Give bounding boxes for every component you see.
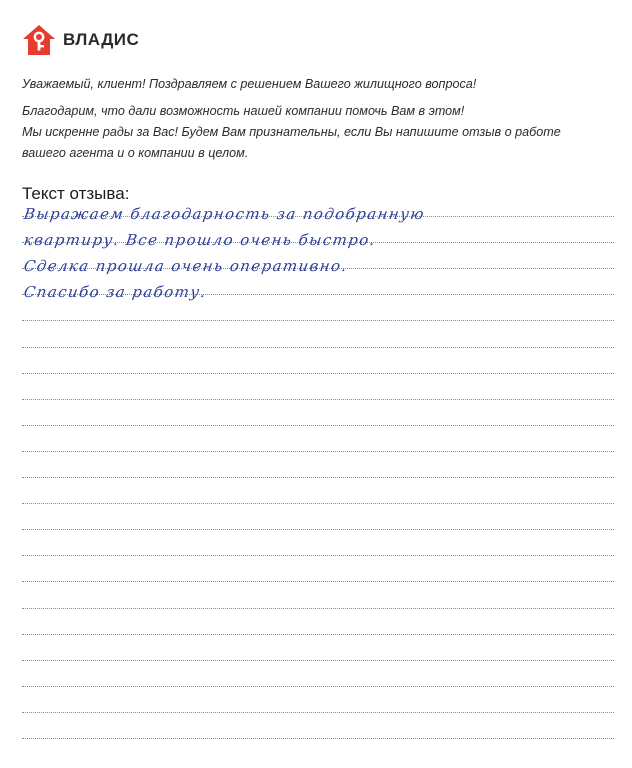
review-title: Текст отзыва: [22,184,130,203]
ruled-line [22,425,614,426]
ruled-line [22,712,614,713]
request-line: Мы искренне рады за Вас! Будем Вам признательны, если Вы напишите отзыв о работе [22,125,561,139]
ruled-line [22,347,614,348]
ruled-line [22,529,614,530]
thanks-line: Благодарим, что дали возможность нашей компании помочь Вам в этом! [22,104,465,118]
ruled-line [22,503,614,504]
ruled-line [22,686,614,687]
handwritten-review [24,201,614,305]
brand-name: ВЛАДИС [63,30,140,49]
handwritten-line-2: квартиру. Все прошло очень быстро. [22,231,378,249]
ruled-line [22,399,614,400]
ruled-line [22,634,614,635]
ruled-line [22,477,614,478]
ruled-lines [22,0,614,768]
ruled-line [22,608,614,609]
handwritten-line-3: Сделка прошла очень оперативно. [22,257,349,275]
handwritten-line-4: Спасибо за работу. [22,283,208,301]
greeting-line: Уважаемый, клиент! Поздравляем с решением Вашего жилищного вопроса! [22,77,477,91]
ruled-line [22,320,614,321]
handwritten-line-1: Выражаем благодарность за подобранную [22,205,427,223]
request-line-continued: вашего агента и о компании в целом. [22,146,249,160]
ruled-line [22,451,614,452]
ruled-line [22,373,614,374]
ruled-line [22,660,614,661]
ruled-line [22,738,614,739]
ruled-line [22,555,614,556]
ruled-line [22,581,614,582]
